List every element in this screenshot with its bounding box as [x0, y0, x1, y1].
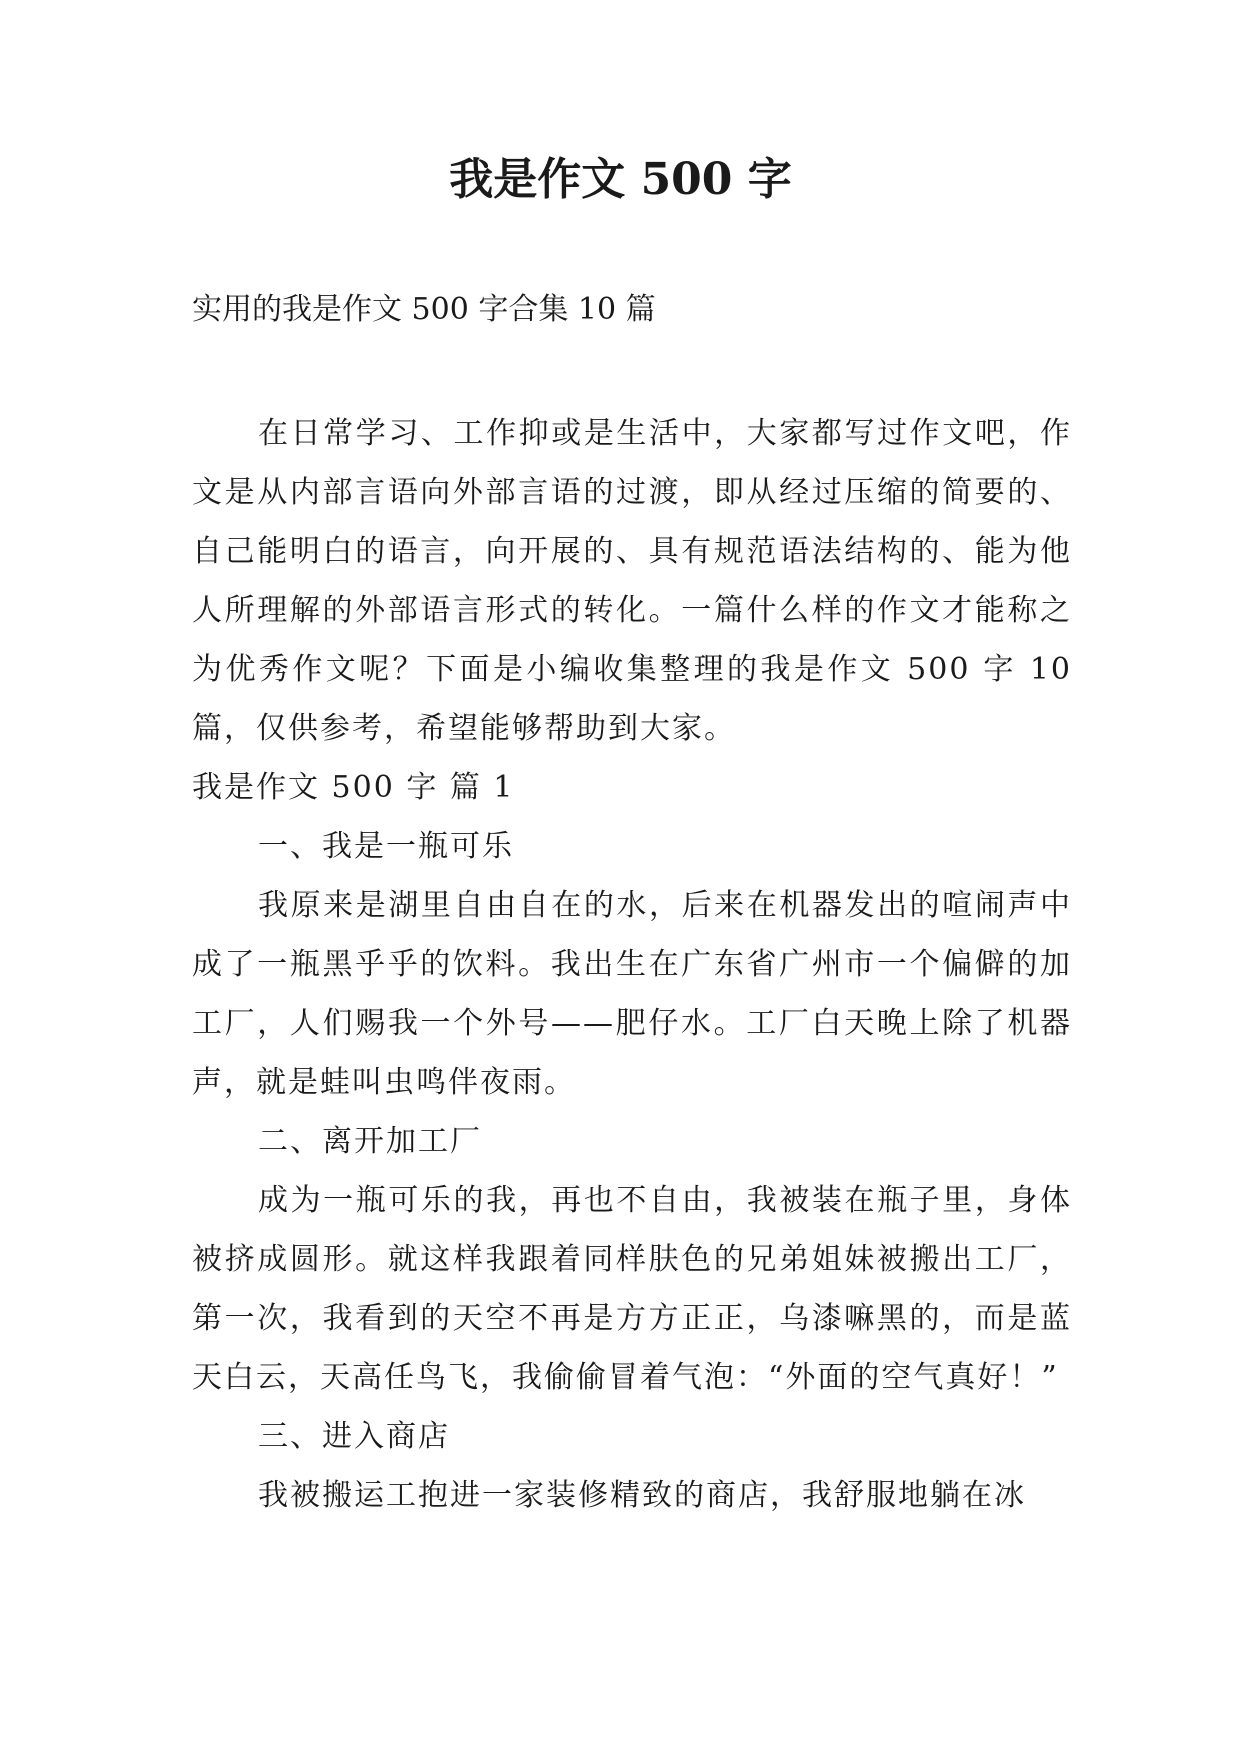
body-paragraph-1: 我原来是湖里自由自在的水，后来在机器发出的喧闹声中成了一瓶黑乎乎的饮料。我出生在广东省广州市一个偏僻的加工厂，人们赐我一个外号——肥仔水。工厂白天晚上除了机器声，就是蛙叫虫鸣伴夜雨。 — [192, 888, 1072, 1100]
subheading-3: 三、进入商店 — [258, 1419, 450, 1454]
document-subtitle: 实用的我是作文 500 字合集 10 篇 — [192, 292, 656, 327]
subheading-1: 一、我是一瓶可乐 — [258, 829, 514, 864]
document-body — [192, 404, 1072, 1525]
body-paragraph-3: 我被搬运工抱进一家装修精致的商店，我舒服地躺在冰 — [258, 1478, 1026, 1513]
intro-paragraph: 在日常学习、工作抑或是生活中，大家都写过作文吧，作文是从内部言语向外部言语的过渡，即从经过压缩的简要的、自己能明白的语言，向开展的、具有规范语法结构的、能为他人所理解的外部语言形式的转化。一篇什么样的作文才能称之为优秀作文呢？下面是小编收集整理的我是作文 500 字 10 篇，仅供参考，希望能够帮助到大家。 — [192, 416, 1072, 746]
subheading-2: 二、离开加工厂 — [258, 1124, 482, 1159]
document-title: 我是作文 500 字 — [449, 154, 792, 205]
body-paragraph-2: 成为一瓶可乐的我，再也不自由，我被装在瓶子里，身体被挤成圆形。就这样我跟着同样肤色的兄弟姐妹被搬出工厂，第一次，我看到的天空不再是方方正正，乌漆嘛黑的，而是蓝天白云，天高任鸟飞，我偷偷冒着气泡：“外面的空气真好！” — [192, 1183, 1072, 1395]
section-heading: 我是作文 500 字 篇 1 — [192, 770, 515, 805]
